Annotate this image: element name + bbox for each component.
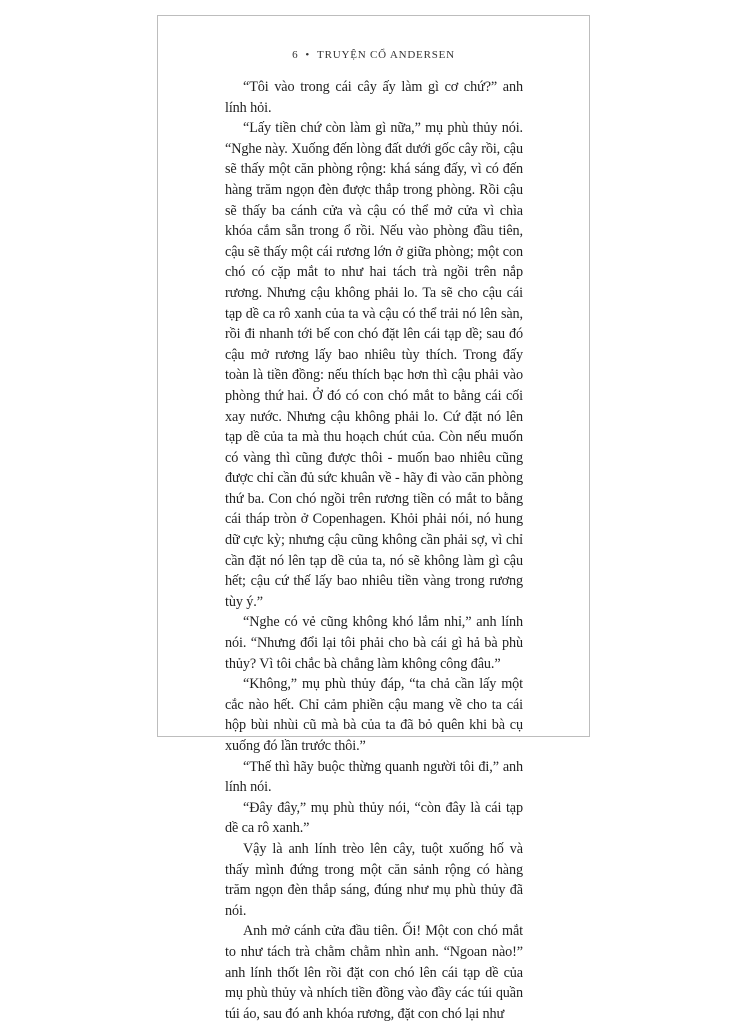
book-page	[157, 15, 590, 1022]
running-title: TRUYỆN CỔ ANDERSEN	[317, 49, 455, 61]
paragraph: “Thế thì hãy buộc thừng quanh người tôi đi,” anh lính nói.	[225, 758, 523, 796]
running-header	[158, 49, 589, 61]
paragraph: “Đây đây,” mụ phù thủy nói, “còn đây là cái tạp dề ca rô xanh.”	[225, 799, 523, 837]
paragraph: “Lấy tiền chứ còn làm gì nữa,” mụ phù thủy nói. “Nghe này. Xuống đến lòng đất dưới gốc cây rồi, cậu sẽ thấy một căn phòng rộng: khá sáng đấy, vì có đến hàng trăm ngọn đèn được thắp trong phòng. Rồi cậu sẽ thấy ba cánh cửa và cậu có thể mở cửa vì chìa khóa cắm sẵn trong ổ rồi. Nếu vào phòng đầu tiên, cậu sẽ thấy một cái rương lớn ở giữa phòng; một con chó có cặp mắt to như hai tách trà ngồi trên nắp rương. Nhưng cậu không phải lo. Ta sẽ cho cậu cái tạp dề ca rô xanh của ta và cậu có thể trải nó lên sàn, rồi đi nhanh tới bế con chó đặt lên cái tạp dề; sau đó cậu mở rương lấy bao nhiêu tùy thích. Trong đấy toàn là tiền đồng: nếu thích bạc hơn thì cậu phải vào phòng thứ hai. Ở đó có con chó mắt to bằng cái cối xay nước. Nhưng cậu không phải lo. Cứ đặt nó lên tạp dề của ta mà thu hoạch chút của. Còn nếu muốn có vàng thì cũng được thôi - muốn bao nhiêu cũng được chỉ cần đủ sức khuân về - hãy đi vào căn phòng thứ ba. Con chó ngồi trên rương tiền có mắt to bằng cái tháp tròn ở Copenhagen. Khỏi phải nói, nó hung dữ cực kỳ; nhưng cậu cũng không cần phải sợ, vì chỉ cần đặt nó lên tạp dề của ta, nó sẽ không làm gì cậu hết; cậu cứ thế lấy bao nhiêu tiền vàng trong rương tùy ý.”	[225, 120, 523, 610]
header-separator: •	[305, 49, 311, 61]
paragraph: Vậy là anh lính trèo lên cây, tuột xuống hố và thấy mình đứng trong một căn sảnh rộng có hàng trăm ngọn đèn thắp sáng, đúng như mụ phù thủy đã nói.	[225, 840, 523, 919]
page-body	[225, 77, 523, 1024]
paragraph: Anh mở cánh cửa đầu tiên. Ối! Một con chó mắt to như tách trà chằm chằm nhìn anh. “Ngoan nào!” anh lính thốt lên rồi đặt con chó lên cái tạp dề của mụ phù thủy và nhích tiền đồng vào đầy các túi quần túi áo, sau đó anh khóa rương, đặt con chó lại như	[225, 923, 523, 1022]
paragraph: “Nghe có vẻ cũng không khó lắm nhỉ,” anh lính nói. “Nhưng đổi lại tôi phải cho bà cái gì hả bà phù thủy? Vì tôi chắc bà chẳng làm không công đâu.”	[225, 614, 523, 672]
paragraph: “Không,” mụ phù thủy đáp, “ta chả cần lấy một cắc nào hết. Chỉ cảm phiền cậu mang về cho ta cái hộp bùi nhùi cũ mà bà của ta đã bỏ quên khi bà cụ xuống đó lần trước thôi.”	[225, 676, 523, 754]
page-number: 6	[292, 49, 299, 61]
paragraph: “Tôi vào trong cái cây ấy làm gì cơ chứ?” anh lính hỏi.	[225, 79, 523, 116]
